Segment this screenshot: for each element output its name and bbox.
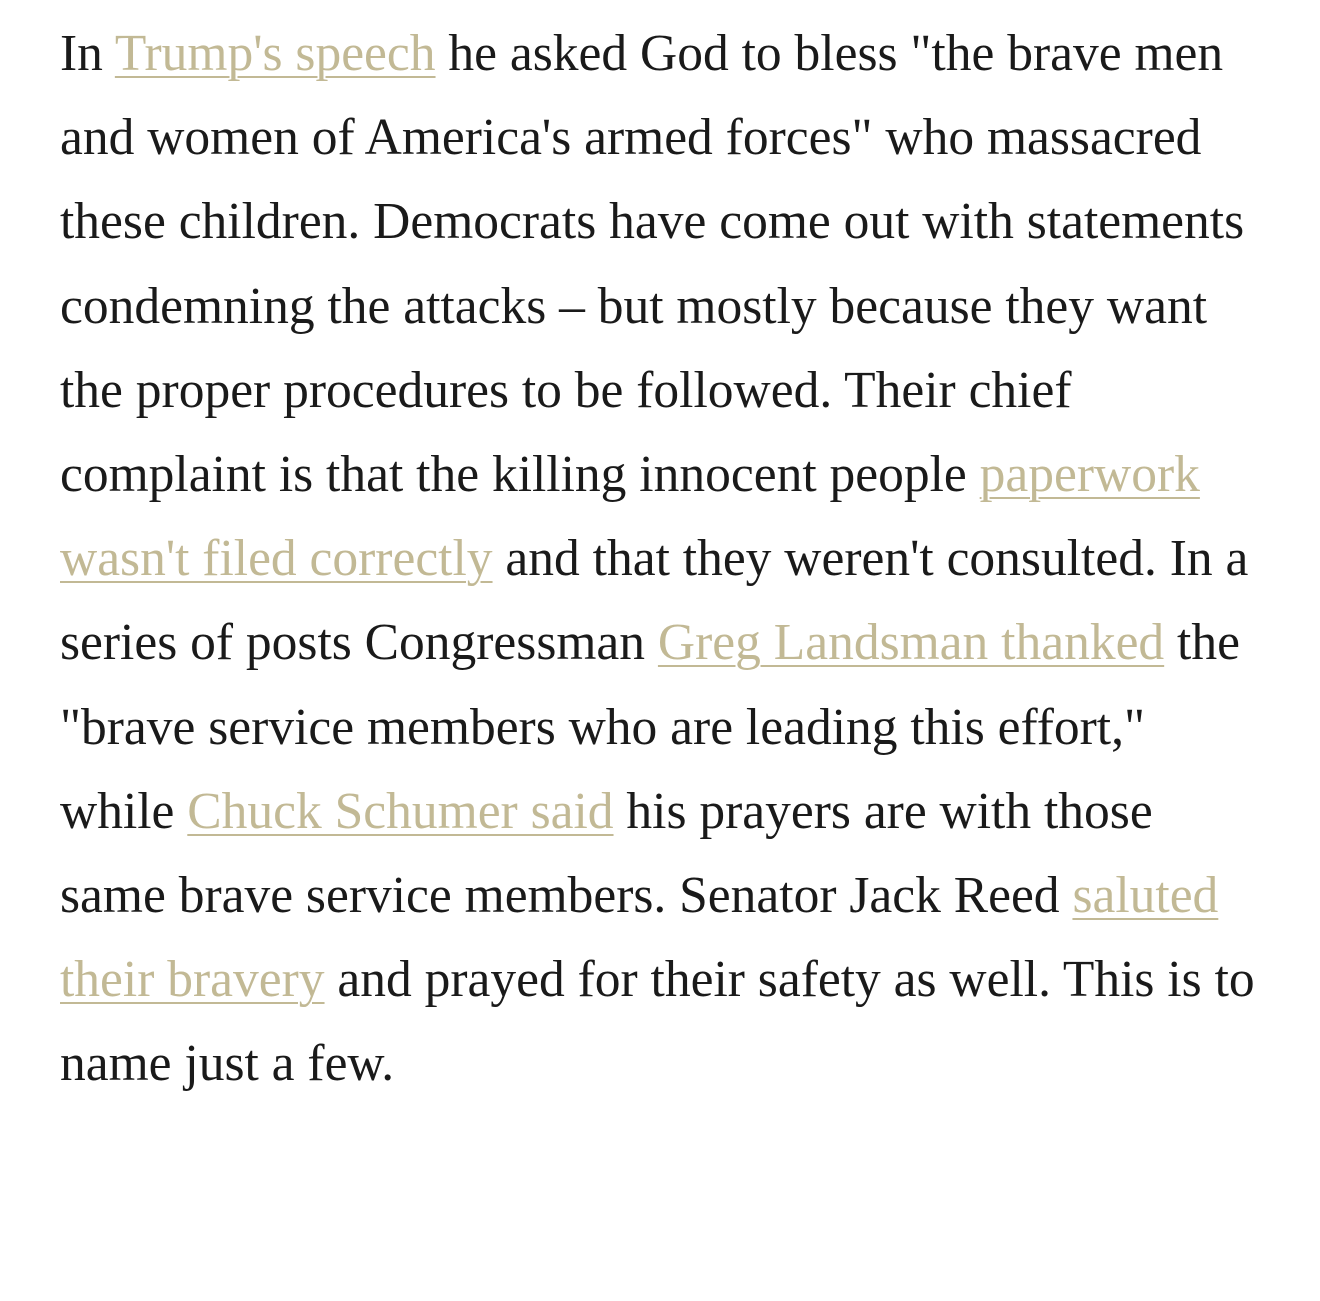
paragraph-text: his prayers are with those same brave service members. Senator Jack Reed <box>60 782 1153 925</box>
paragraph-text: In <box>60 25 115 82</box>
article-body <box>60 12 1270 1107</box>
link-chuck-schumer-said[interactable]: Chuck Schumer said <box>187 782 614 840</box>
link-greg-landsman-thanked[interactable]: Greg Landsman thanked <box>657 614 1165 672</box>
paragraph-text: and that they weren't consulted. In a series of posts Congressman <box>60 530 1249 672</box>
paragraph-text: the "brave service members who are leading this effort," while <box>60 614 1240 840</box>
link-saluted-their-bravery[interactable]: saluted their bravery <box>60 867 1219 1009</box>
paragraph-text: he asked God to bless "the brave men and women of America's armed forces" who massacred these children. Democrats have come out with statements condemning the attacks – but mostly because they want the proper procedures to be followed. Their chief complaint is that the killing innocent people <box>60 25 1245 504</box>
article-paragraph <box>60 12 1270 1107</box>
link-trumps-speech[interactable]: Trump's speech <box>114 25 436 82</box>
link-paperwork-wasnt-filed-correctly[interactable]: paperwork wasn't filed correctly <box>60 446 1200 588</box>
paragraph-text: and prayed for their safety as well. This is to name just a few. <box>60 951 1255 1093</box>
